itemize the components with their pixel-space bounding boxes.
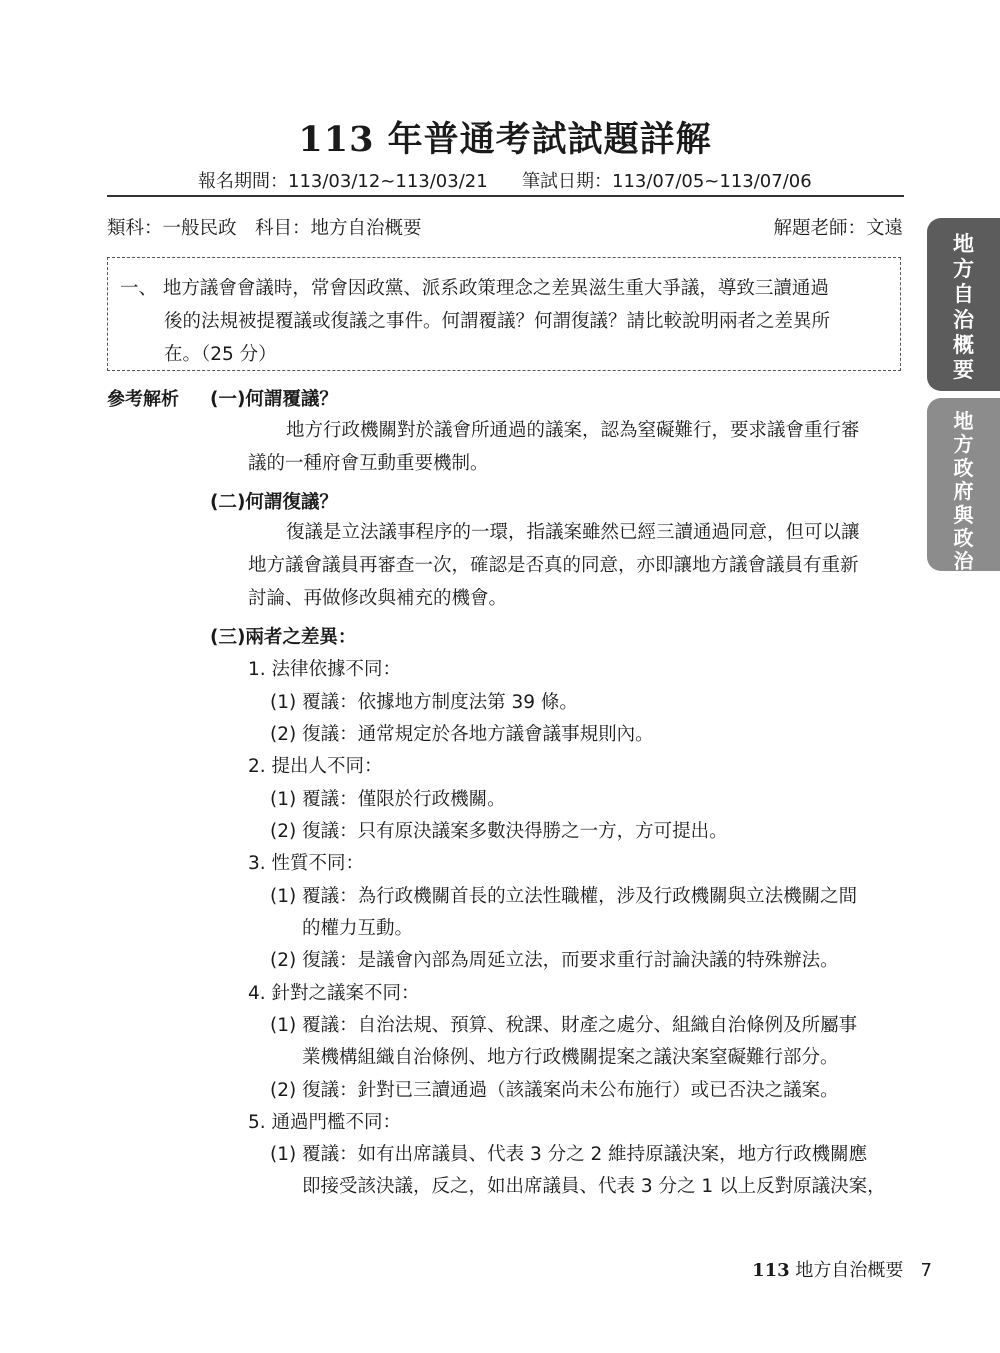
section-title: (三)兩者之差異： [210, 627, 357, 648]
registration-period: 報名期間：113/03/12~113/03/21 [198, 171, 488, 192]
page-title: 113 年普通考試試題詳解 [298, 119, 712, 160]
list-item: (2) 復議：通常規定於各地方議會議事規則內。 [270, 724, 654, 745]
section-title: (一)何謂覆議？ [210, 389, 338, 410]
tab-char: 自 [953, 282, 974, 307]
list-item: 的權力互動。 [302, 918, 414, 939]
exam-date: 筆試日期：113/07/05~113/07/06 [522, 171, 812, 192]
teacher: 解題老師：文遠 [773, 218, 903, 239]
exam-dates [198, 167, 812, 193]
list-item: 3. 性質不同： [248, 853, 365, 874]
tab-char: 府 [953, 479, 974, 504]
list-item: (1) 覆議：為行政機關首長的立法性職權，涉及行政機關與立法機關之間 [270, 886, 858, 907]
footer-subject: 地方自治概要 [789, 1260, 904, 1281]
list-item: (1) 覆議：自治法規、預算、稅課、財產之處分、組織自治條例及所屬事 [270, 1015, 858, 1036]
paragraph-line: 討論、再做修改與補充的機會。 [248, 588, 508, 609]
list-item: 1. 法律依據不同： [248, 659, 402, 680]
list-item: (1) 覆議：僅限於行政機關。 [270, 789, 506, 810]
list-item: (2) 復議：針對已三讀通過（該議案尚未公布施行）或已否決之議案。 [270, 1080, 839, 1101]
section-title: (二)何謂復議？ [210, 492, 338, 513]
list-item: (1) 覆議：如有出席議員、代表 3 分之 2 維持原議決案，地方行政機關應 [270, 1144, 868, 1165]
list-item: 即接受該決議，反之，如出席議員、代表 3 分之 1 以上反對原議決案， [302, 1176, 886, 1197]
page-footer [752, 1256, 932, 1282]
page-number: 7 [920, 1260, 932, 1281]
list-item: 業機構組織自治條例、地方行政機關提案之議決案窒礙難行部分。 [302, 1047, 839, 1068]
header-divider [107, 195, 904, 197]
tab-char: 政 [953, 525, 974, 550]
footer-number: 113 [752, 1260, 790, 1281]
list-item: (2) 復議：只有原決議案多數決得勝之一方，方可提出。 [270, 821, 728, 842]
tab-char: 要 [953, 357, 974, 382]
answer-label: 參考解析 [107, 389, 179, 410]
list-item: (2) 復議：是議會內部為周延立法，而要求重行討論決議的特殊辦法。 [270, 950, 839, 971]
tab-char: 概 [953, 332, 974, 357]
list-item: (1) 覆議：依據地方制度法第 39 條。 [270, 692, 578, 713]
question-line: 在。（25 分） [164, 344, 277, 365]
list-item: 2. 提出人不同： [248, 756, 383, 777]
side-tab-local-government-politics[interactable] [927, 398, 1000, 574]
tab-char: 政 [953, 455, 974, 480]
tab-char: 治 [953, 307, 974, 332]
tab-char: 與 [953, 502, 974, 527]
question-line: 後的法規被提覆議或復議之事件。何謂覆議？何謂復議？請比較說明兩者之差異所 [164, 311, 831, 332]
question-line: 一、 地方議會會議時，常會因政黨、派系政策理念之差異滋生重大爭議，導致三讀通過 [120, 278, 829, 299]
paragraph-line: 復議是立法議事程序的一環，指議案雖然已經三讀通過同意，但可以讓 [286, 522, 860, 543]
paragraph-line: 地方議會議員再審查一次，確認是否真的同意，亦即讓地方議會議員有重新 [248, 555, 859, 576]
paragraph-line: 議的一種府會互動重要機制。 [248, 453, 489, 474]
tab-char: 方 [953, 257, 974, 282]
side-tab-local-self-government[interactable] [927, 218, 1000, 391]
tab-char: 地 [953, 409, 974, 433]
tab-char: 治 [953, 549, 974, 574]
tab-char: 方 [953, 432, 974, 457]
tab-char: 地 [953, 232, 974, 256]
paragraph-line: 地方行政機關對於議會所通過的議案，認為窒礙難行，要求議會重行審 [286, 420, 860, 441]
list-item: 4. 針對之議案不同： [248, 983, 420, 1004]
list-item: 5. 通過門檻不同： [248, 1112, 402, 1133]
category-subject: 類科：一般民政 科目：地方自治概要 [107, 218, 422, 239]
